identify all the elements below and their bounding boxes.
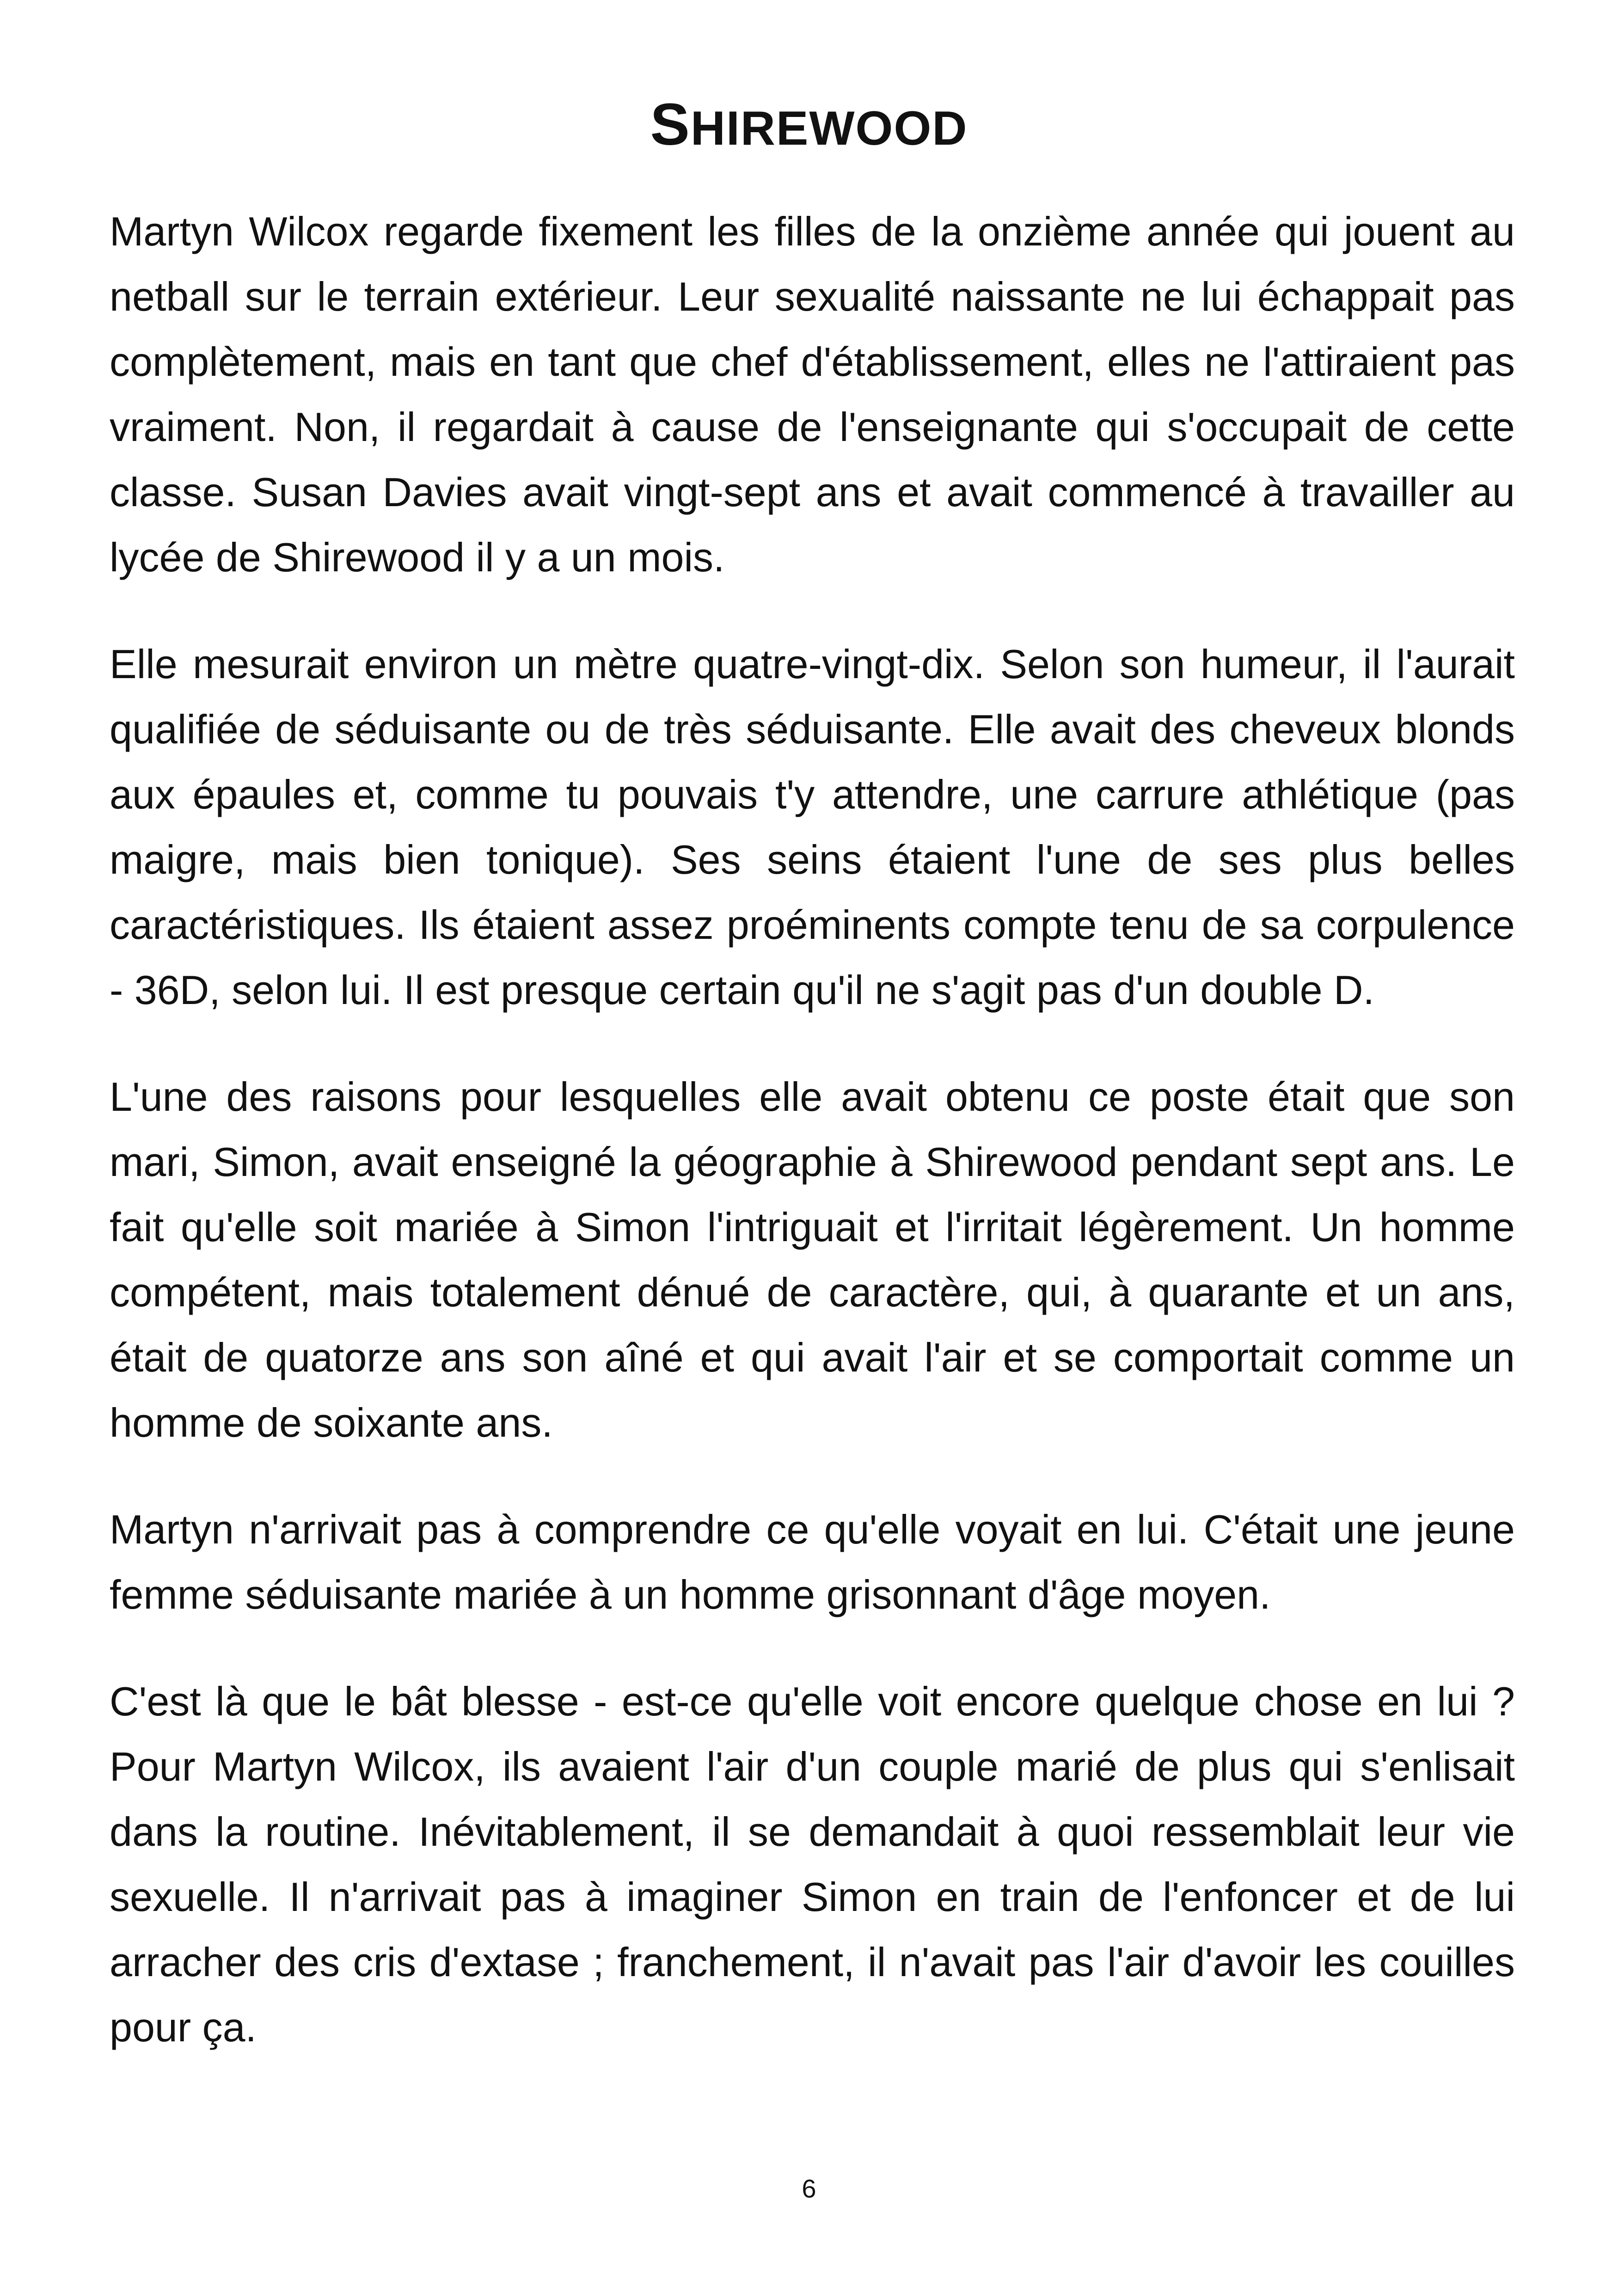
paragraph-4: Martyn n'arrivait pas à comprendre ce qu'elle voyait en lui. C'était une jeune femme séduisante mariée à un homme grisonnant d'âge moyen. [110,1506,1515,1617]
page-number: 6 [802,2174,816,2203]
title-text: SHIREWOOD [650,92,968,158]
paragraph-2: Elle mesurait environ un mètre quatre-vingt-dix. Selon son humeur, il l'aurait qualifiée de séduisante ou de très séduisante. Elle avait des cheveux blonds aux épaules et, comme tu pouvais t'y attendre, une carrure athlétique (pas maigre, mais bien tonique). Ses seins étaient l'une de ses plus belles caractéristiques. Ils étaient assez proéminents compte tenu de sa corpulence - 36D, selon lui. Il est presque certain qu'il ne s'agit pas d'un double D. [110,641,1515,1013]
paragraph-1: Martyn Wilcox regarde fixement les filles de la onzième année qui jouent au netball sur le terrain extérieur. Leur sexualité naissante ne lui échappait pas complètement, mais en tant que chef d'établissement, elles ne l'attiraient pas vraiment. Non, il regardait à cause de l'enseignante qui s'occupait de cette classe. Susan Davies avait vingt-sept ans et avait commencé à travailler au lycée de Shirewood il y a un mois. [110,208,1515,580]
paragraph-5: C'est là que le bât blesse - est-ce qu'elle voit encore quelque chose en lui ? Pour Martyn Wilcox, ils avaient l'air d'un couple marié de plus qui s'enlisait dans la routine. Inévitablement, il se demandait à quoi ressemblait leur vie sexuelle. Il n'arrivait pas à imaginer Simon en train de l'enfoncer et de lui arracher des cris d'extase ; franchement, il n'avait pas l'air d'avoir les couilles pour ça. [110,1678,1515,2050]
page-title [0,92,1618,161]
paragraph-3: L'une des raisons pour lesquelles elle avait obtenu ce poste était que son mari, Simon, avait enseigné la géographie à Shirewood pendant sept ans. Le fait qu'elle soit mariée à Simon l'intriguait et l'irritait légèrement. Un homme compétent, mais totalement dénué de caractère, qui, à quarante et un ans, était de quatorze ans son aîné et qui avait l'air et se comportait comme un homme de soixante ans. [110,1074,1515,1445]
body-text [110,199,1515,2101]
